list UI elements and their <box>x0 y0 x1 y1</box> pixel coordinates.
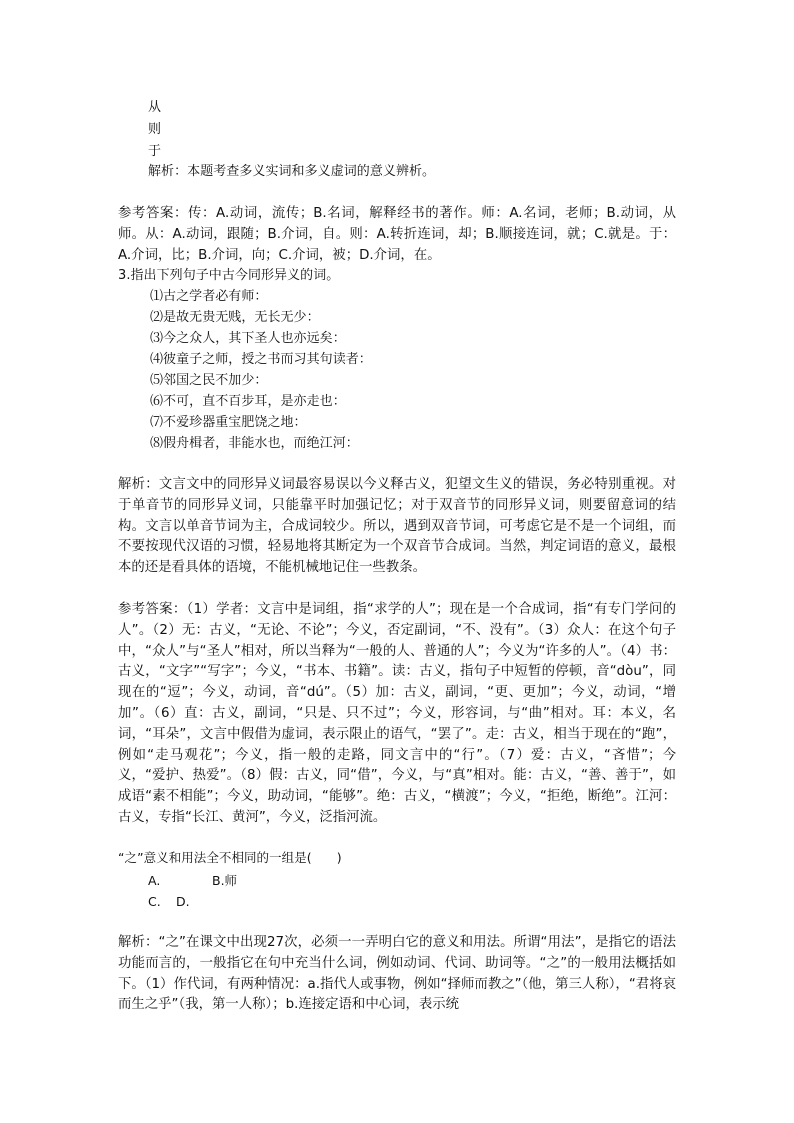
question-3-item-7: ⑺不爱珍器重宝肥饶之地： <box>150 415 307 430</box>
question-4-stem: “之”意义和用法全不相同的一组是( ) <box>118 850 342 865</box>
question-3-title: 3.指出下列句子中古今同形异义的词。 <box>118 268 340 283</box>
answer-2: 参考答案：（1）学者：文言中是词组，指“求学的人”；现在是一个合成词，指“有专门学问的人”。（2）无：古义，“无论、不论”；今义，否定副词，“不、没有”。（3）众人：在这个句子中，“众人”与“圣人”相对，所以当释为“一般的人、普通的人”；今义为“许多的人”。（4）书：古义，“文字”“写字”；今义，“书本、书籍”。读：古义，指句子中短暂的停顿，音“dòu”，同现在的“逗”；今义，动词，音“dú”。（5）加：古义，副词，“更、更加”；今义，动词，“增加”。（6）直：古义，副词，“只是、只不过”；今义，形容词，与“曲”相对。耳：本义，名词，“耳朵”，文言中假借为虚词，表示限止的语气，“罢了”。走：古义，相当于现在的“跑”，例如“走马观花”；今义，指一般的走路，同文言中的“行”。（7）爱：古义，“吝惜”；今义，“爱护、热爱”。（8）假：古义，同“借”，今义，与“真”相对。能：古义，“善、善于”，如成语“素不相能”；今义，助动词，“能够”。绝：古义，“横渡”；今义，“拒绝，断绝”。江河：古义，专指“长江、黄河”，今义，泛指河流。 <box>118 602 676 825</box>
analysis-2: 解析：文言文中的同形异义词最容易误以今义释古义，犯望文生义的错误，务必特别重视。对于单音节的同形异义词，只能靠平时加强记忆；对于双音节的同形异义词，则要留意词的结构。文言以单音节词为主，合成词较少。所以，遇到双音节词，可考虑它是不是一个词组，而不要按现代汉语的习惯，轻易地将其断定为一个双音节合成词。当然，判定词语的意义，最根本的还是看具体的语境，不能机械地记住一些教条。 <box>118 477 676 576</box>
word-yu: 于 <box>148 144 162 159</box>
question-3-item-2: ⑵是故无贵无贱，无长无少： <box>150 310 320 325</box>
analysis-3: 解析：“之”在课文中出现27次，必须一一弄明白它的意义和用法。所谓“用法”，是指它的语法功能而言的，一般指它在句中充当什么词，例如动词、代词、助词等。“之”的一般用法概括如下。（1）作代词，有两种情况：a.指代人或事物，例如“择师而教之”（他，第三人称），“君将哀而生之乎”（我，第一人称）；b.连接定语和中心词，表示统 <box>118 935 676 1013</box>
question-4-option-c: C. <box>148 894 161 909</box>
question-3-item-5: ⑸邻国之民不加少： <box>150 373 268 388</box>
question-3-item-3: ⑶今之众人，其下圣人也亦远矣： <box>150 331 346 346</box>
question-3-item-1: ⑴古之学者必有师： <box>150 289 268 304</box>
analysis-1: 解析：本题考查多义实词和多义虚词的意义辨析。 <box>148 164 436 179</box>
word-ze: 则 <box>148 122 162 137</box>
question-3-item-8: ⑻假舟楫者，非能水也，而绝江河： <box>150 436 359 451</box>
answer-1: 参考答案：传：A.动词，流传；B.名词，解释经书的著作。师：A.名词，老师；B.动词，从师。从：A.动词，跟随；B.介词，自。则：A.转折连词，却；B.顺接连词，就；C.就是。于：A.介词，比；B.介词，向；C.介词，被；D.介词，在。 <box>118 206 676 263</box>
question-4-option-d: D. <box>176 894 190 909</box>
question-3-item-4: ⑷彼童子之师，授之书而习其句读者： <box>150 352 372 367</box>
question-4-option-a: A. <box>148 873 161 888</box>
question-4-option-b: B.师 <box>212 873 238 888</box>
word-cong: 从 <box>148 100 162 115</box>
question-3-item-6: ⑹不可，直不百步耳，是亦走也： <box>150 394 346 409</box>
